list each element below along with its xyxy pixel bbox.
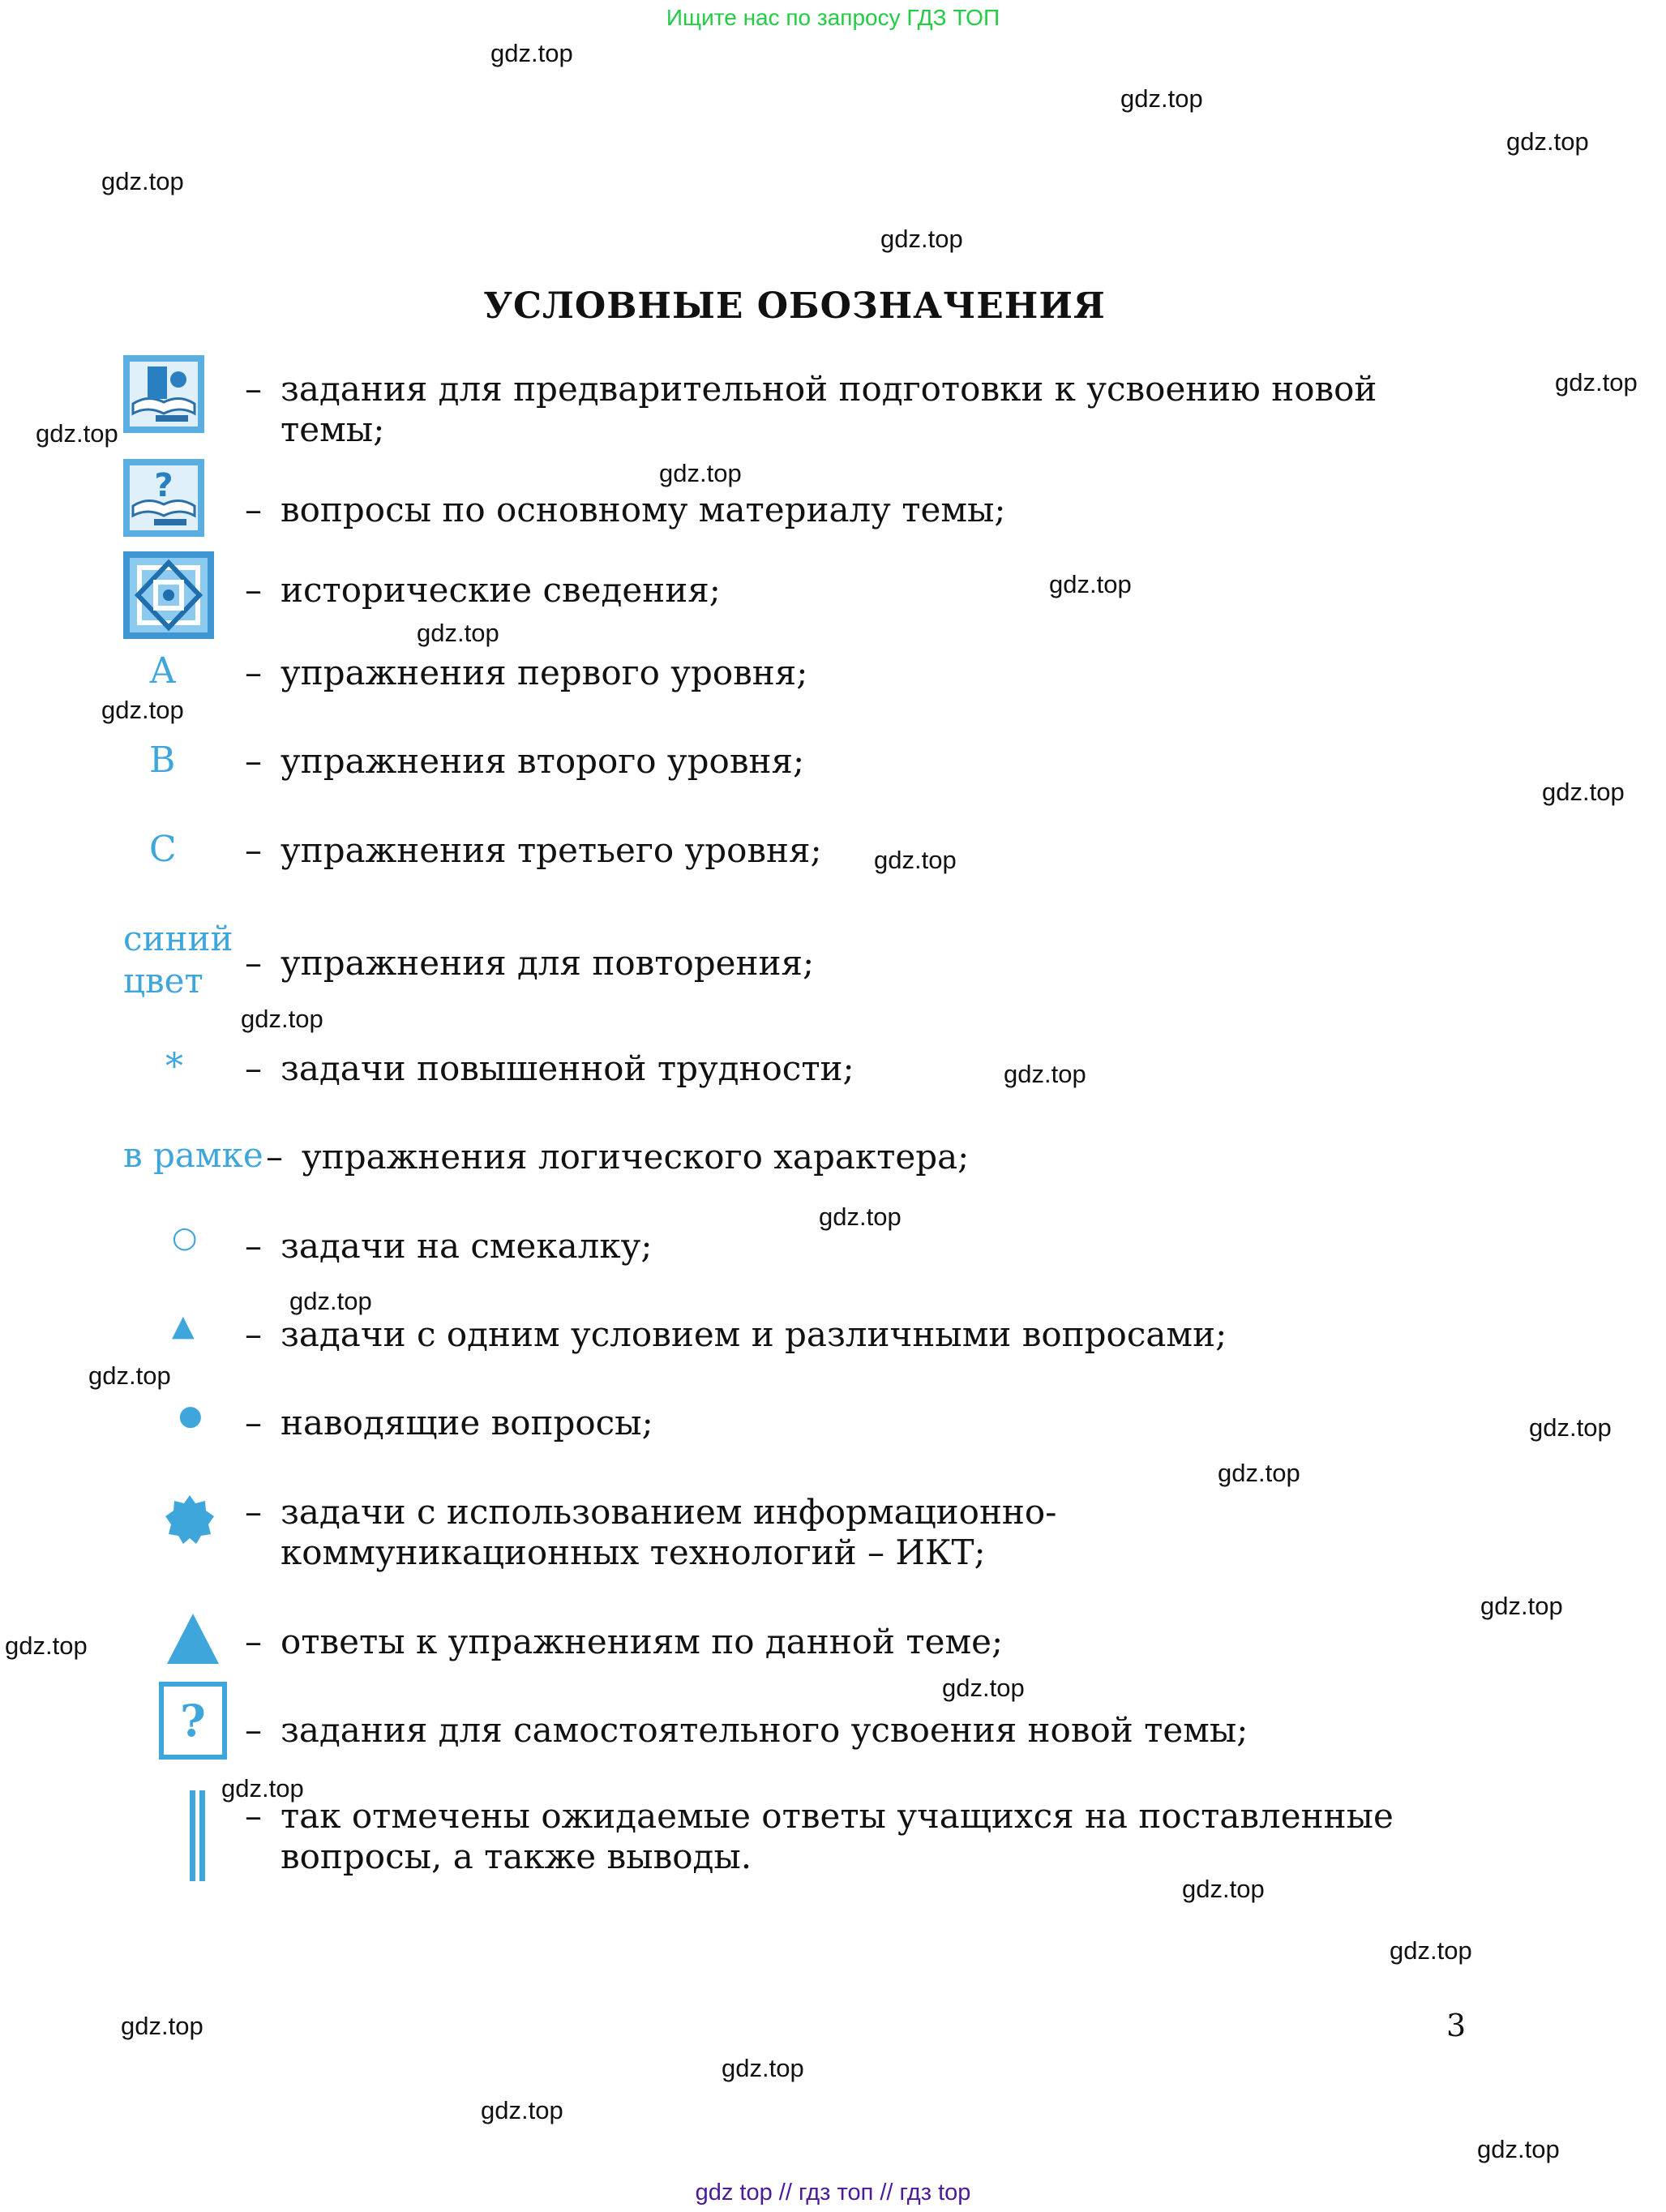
asterisk-symbol: * bbox=[165, 1046, 183, 1087]
dash: – bbox=[245, 741, 262, 781]
book-question-icon bbox=[123, 459, 204, 537]
watermark: gdz.top bbox=[241, 1005, 323, 1033]
legend-text: задачи с использованием информационно- bbox=[281, 1492, 1057, 1532]
page-title: УСЛОВНЫЕ ОБОЗНАЧЕНИЯ bbox=[483, 285, 1106, 327]
legend-item-ict bbox=[245, 1492, 1056, 1573]
legend-text: упражнения третьего уровня; bbox=[281, 830, 822, 870]
legend-item-level-b bbox=[245, 741, 804, 782]
watermark: gdz.top bbox=[1529, 1413, 1612, 1442]
watermark: gdz.top bbox=[1506, 127, 1589, 156]
legend-item-logic bbox=[266, 1137, 969, 1177]
watermark: gdz.top bbox=[101, 167, 184, 195]
badge-star-icon bbox=[164, 1494, 216, 1545]
framed-symbol: в рамке bbox=[123, 1135, 263, 1175]
dash: – bbox=[245, 570, 262, 610]
dash: – bbox=[245, 1048, 262, 1088]
legend-item-level-a bbox=[245, 653, 807, 693]
dash: – bbox=[245, 653, 262, 692]
watermark: gdz.top bbox=[1555, 368, 1638, 397]
blue-color-symbol bbox=[123, 918, 233, 1002]
watermark: gdz.top bbox=[36, 419, 118, 448]
dash: – bbox=[245, 1314, 262, 1354]
legend-text: темы; bbox=[281, 409, 385, 449]
legend-item-hard bbox=[245, 1048, 854, 1089]
large-triangle-icon bbox=[167, 1614, 219, 1664]
watermark: gdz.top bbox=[1477, 2135, 1560, 2163]
legend-text: вопросы по основному материалу темы; bbox=[281, 490, 1006, 529]
watermark: gdz.top bbox=[88, 1361, 171, 1390]
legend-text: наводящие вопросы; bbox=[281, 1403, 653, 1443]
legend-text: упражнения первого уровня; bbox=[281, 653, 808, 692]
watermark: gdz.top bbox=[1390, 1936, 1472, 1965]
page-number: 3 bbox=[1446, 2008, 1467, 2043]
watermark: gdz.top bbox=[121, 2012, 203, 2040]
dash: – bbox=[245, 490, 262, 529]
symbol-line: синий bbox=[123, 919, 233, 958]
watermark: gdz.top bbox=[490, 39, 573, 67]
watermark: gdz.top bbox=[1120, 84, 1203, 113]
watermark: gdz.top bbox=[659, 459, 742, 487]
watermark: gdz.top bbox=[1004, 1060, 1086, 1088]
dash: – bbox=[245, 1622, 262, 1661]
legend-text: вопросы, а также выводы. bbox=[281, 1837, 752, 1876]
legend-text: исторические сведения; bbox=[281, 570, 721, 610]
watermark: gdz.top bbox=[101, 696, 184, 724]
legend-text: ответы к упражнениям по данной теме; bbox=[281, 1622, 1004, 1661]
watermark: gdz.top bbox=[1480, 1592, 1563, 1620]
double-bar-icon bbox=[188, 1790, 206, 1881]
legend-text: коммуникационных технологий – ИКТ; bbox=[281, 1533, 986, 1572]
dash: – bbox=[245, 1710, 262, 1750]
top-banner[interactable]: Ищите нас по запросу ГДЗ ТОП bbox=[666, 5, 1000, 30]
legend-item-level-c bbox=[245, 830, 822, 871]
dash: – bbox=[245, 943, 262, 983]
watermark: gdz.top bbox=[1542, 778, 1625, 806]
small-triangle-symbol: ▲ bbox=[172, 1310, 195, 1343]
legend-item-expected bbox=[245, 1796, 1394, 1877]
watermark: gdz.top bbox=[417, 619, 499, 647]
filled-circle-symbol: ● bbox=[178, 1400, 203, 1432]
legend-text: задачи повышенной трудности; bbox=[281, 1048, 854, 1088]
legend-item-history bbox=[245, 570, 721, 611]
svg-text:?: ? bbox=[154, 467, 173, 504]
legend-text: упражнения второго уровня; bbox=[281, 741, 805, 781]
watermark: gdz.top bbox=[880, 225, 963, 253]
legend-item-prepare bbox=[245, 369, 1377, 450]
dash: – bbox=[245, 1796, 262, 1836]
symbol-line: цвет bbox=[123, 961, 203, 1001]
watermark: gdz.top bbox=[221, 1774, 304, 1803]
legend-text: упражнения для повторения; bbox=[281, 943, 815, 983]
watermark: gdz.top bbox=[289, 1287, 372, 1315]
legend-item-one-condition bbox=[245, 1314, 1227, 1355]
level-a-symbol: А bbox=[149, 650, 177, 692]
legend-text: задания для самостоятельного усвоения новой темы; bbox=[281, 1710, 1248, 1750]
circle-outline-symbol: ○ bbox=[172, 1221, 198, 1254]
dash: – bbox=[245, 1226, 262, 1266]
level-c-symbol: С bbox=[149, 829, 177, 870]
legend-text: упражнения логического характера; bbox=[302, 1137, 970, 1177]
legend-item-self-study bbox=[245, 1710, 1248, 1751]
question-box-icon: ? bbox=[159, 1682, 227, 1760]
ornament-tile-icon bbox=[123, 551, 214, 639]
watermark: gdz.top bbox=[1218, 1459, 1300, 1487]
watermark: gdz.top bbox=[722, 2054, 804, 2082]
watermark: gdz.top bbox=[5, 1631, 88, 1660]
dash: – bbox=[245, 369, 262, 409]
dash: – bbox=[245, 830, 262, 870]
watermark: gdz.top bbox=[874, 846, 957, 874]
legend-item-questions bbox=[245, 490, 1006, 530]
dash: – bbox=[266, 1137, 283, 1177]
level-b-symbol: В bbox=[149, 739, 176, 781]
legend-item-answers bbox=[245, 1622, 1003, 1662]
dash: – bbox=[245, 1492, 262, 1532]
footer-links[interactable]: gdz top // гдз топ // гдз top bbox=[695, 2180, 971, 2206]
legend-text: так отмечены ожидаемые ответы учащихся на поставленные bbox=[281, 1796, 1394, 1836]
legend-item-leading bbox=[245, 1403, 653, 1443]
legend-text: задачи с одним условием и различными вопросами; bbox=[281, 1314, 1227, 1354]
watermark: gdz.top bbox=[942, 1674, 1025, 1702]
dash: – bbox=[245, 1403, 262, 1443]
watermark: gdz.top bbox=[1182, 1875, 1265, 1903]
legend-text: задания для предварительной подготовки к усвоению новой bbox=[281, 369, 1377, 409]
legend-text: задачи на смекалку; bbox=[281, 1226, 653, 1266]
watermark: gdz.top bbox=[481, 2096, 563, 2124]
book-prepare-icon bbox=[123, 355, 204, 433]
legend-item-wit bbox=[245, 1226, 652, 1267]
watermark: gdz.top bbox=[1049, 570, 1132, 598]
legend-item-repeat bbox=[245, 943, 814, 984]
watermark: gdz.top bbox=[819, 1202, 902, 1231]
